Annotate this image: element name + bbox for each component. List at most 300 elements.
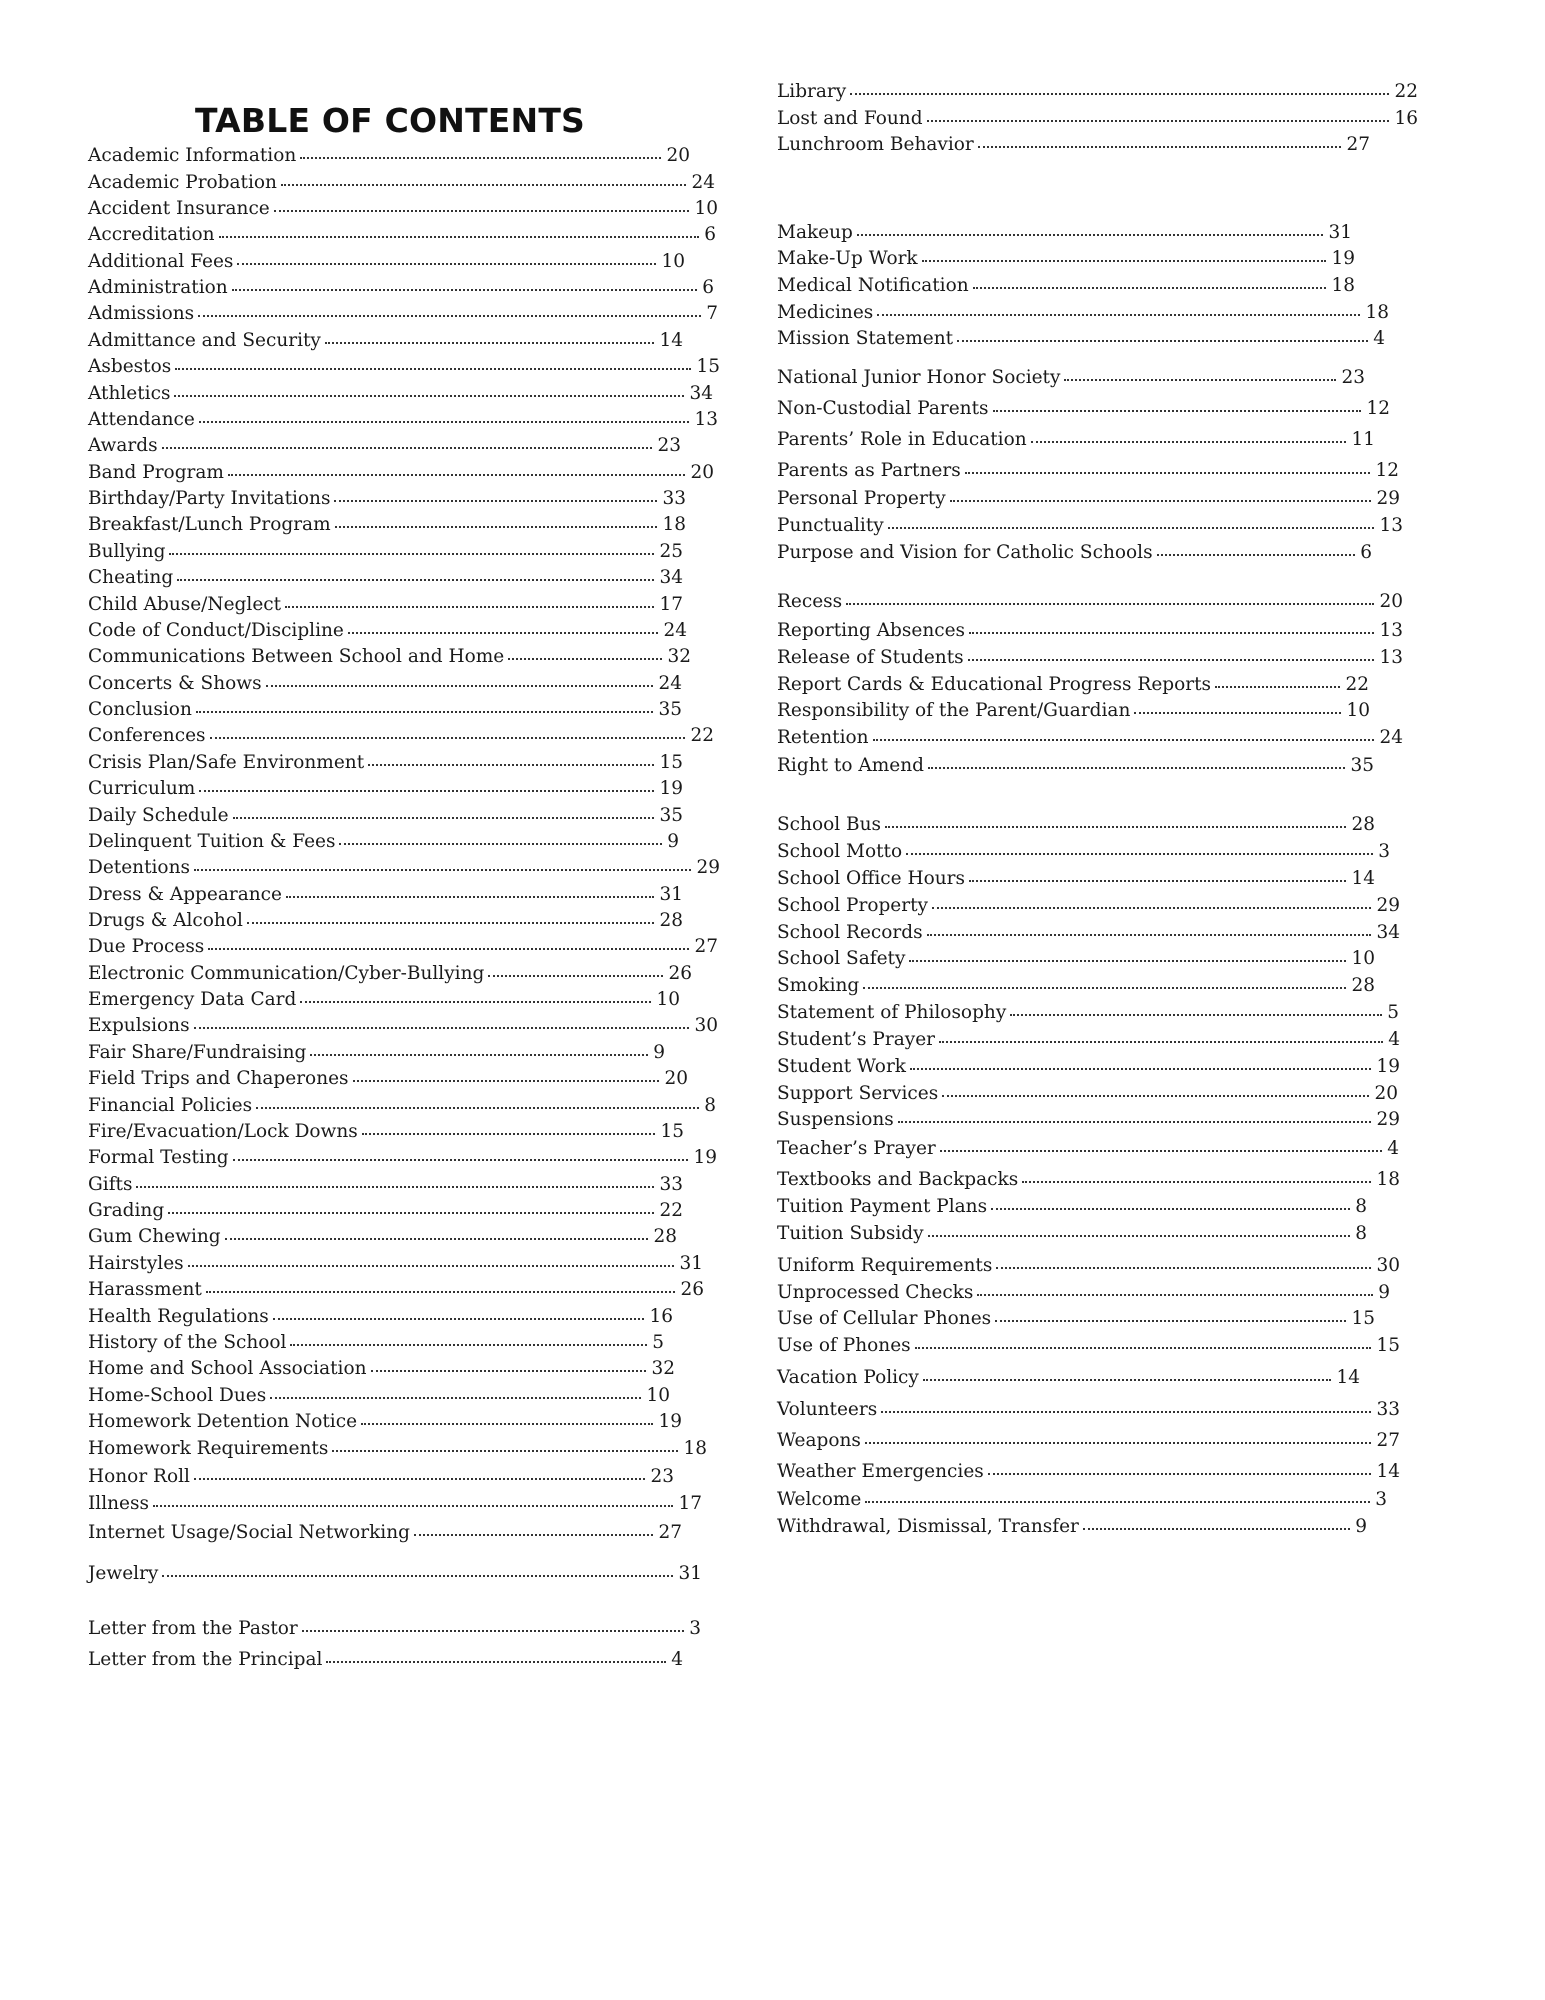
toc-entry-page-number: 24 [658, 673, 682, 694]
toc-entry-page-number: 30 [694, 1015, 718, 1036]
dot-leader [977, 1290, 1373, 1296]
toc-entry-admissions [88, 302, 718, 326]
toc-entry-home-and-school-association [88, 1357, 675, 1381]
toc-entry-page-number: 5 [1387, 1002, 1399, 1023]
dot-leader [136, 1182, 654, 1188]
toc-entry-page-number: 15 [1351, 1308, 1375, 1329]
dot-leader [968, 655, 1375, 661]
dot-leader [153, 1501, 673, 1507]
toc-entry-page-number: 15 [659, 752, 683, 773]
toc-entry-page-number: 20 [1379, 591, 1403, 612]
toc-entry-homework-requirements [88, 1437, 707, 1461]
toc-entry-accreditation [88, 223, 716, 247]
dot-leader [233, 813, 655, 819]
toc-entry-due-process [88, 935, 718, 959]
toc-entry-academic-probation [88, 171, 715, 195]
dot-leader [326, 1657, 666, 1663]
toc-entry-recess [777, 590, 1403, 614]
toc-entry-page-number: 17 [678, 1493, 702, 1514]
toc-entry-label: Emergency Data Card [88, 989, 297, 1010]
toc-entry-label: Letter from the Pastor [88, 1618, 298, 1639]
dot-leader [957, 336, 1368, 342]
dot-leader [361, 1419, 653, 1425]
dot-leader [270, 1393, 641, 1399]
dot-leader [888, 523, 1375, 529]
dot-leader [353, 1076, 660, 1082]
toc-entry-page-number: 29 [1376, 895, 1400, 916]
toc-entry-label: Health Regulations [88, 1306, 269, 1327]
toc-entry-makeup [777, 221, 1352, 245]
toc-entry-page-number: 13 [1379, 620, 1403, 641]
dot-leader [302, 1626, 684, 1632]
toc-entry-page-number: 22 [1394, 81, 1418, 102]
toc-entry-page-number: 22 [659, 1200, 683, 1221]
toc-entry-birthday-party-invitations [88, 487, 686, 511]
toc-entry-financial-policies [88, 1094, 716, 1118]
dot-leader [865, 1438, 1372, 1444]
toc-entry-label: Asbestos [88, 356, 172, 377]
dot-leader [488, 971, 663, 977]
toc-entry-label: Dress & Appearance [88, 884, 282, 905]
toc-entry-library [777, 80, 1418, 104]
toc-entry-additional-fees [88, 250, 685, 274]
toc-entry-label: Academic Information [88, 145, 297, 166]
toc-entry-school-motto [777, 840, 1390, 864]
toc-entry-page-number: 29 [1376, 488, 1400, 509]
toc-entry-page-number: 10 [694, 198, 718, 219]
toc-entry-page-number: 9 [1378, 1282, 1390, 1303]
dot-leader [932, 903, 1371, 909]
toc-entry-page-number: 7 [706, 303, 718, 324]
toc-entry-label: Academic Probation [88, 172, 277, 193]
dot-leader [1134, 708, 1341, 714]
toc-entry-purpose-and-vision-for-catholic-schools [777, 541, 1372, 565]
toc-entry-label: Daily Schedule [88, 805, 229, 826]
toc-entry-page-number: 15 [696, 356, 720, 377]
toc-entry-label: Gifts [88, 1174, 133, 1195]
toc-entry-label: Personal Property [777, 488, 946, 509]
toc-entry-label: Formal Testing [88, 1147, 229, 1168]
toc-entry-administration [88, 276, 714, 300]
dot-leader [371, 1366, 647, 1372]
toc-entry-history-of-the-school [88, 1331, 664, 1355]
toc-entry-label: School Bus [777, 814, 882, 835]
toc-entry-weapons [777, 1429, 1400, 1453]
dot-leader [177, 575, 654, 581]
toc-entry-right-to-amend [777, 754, 1374, 778]
toc-entry-label: Internet Usage/Social Networking [88, 1522, 410, 1543]
toc-entry-page-number: 23 [1341, 367, 1365, 388]
toc-entry-label: Admittance and Security [88, 330, 321, 351]
toc-entry-student-s-prayer [777, 1028, 1400, 1052]
toc-entry-page-number: 24 [663, 620, 687, 641]
toc-entry-textbooks-and-backpacks [777, 1168, 1400, 1192]
toc-entry-page-number: 10 [661, 251, 685, 272]
toc-entry-conclusion [88, 698, 682, 722]
dot-leader [922, 256, 1327, 262]
toc-entry-page-number: 20 [690, 462, 714, 483]
dot-leader [1010, 1010, 1382, 1016]
dot-leader [348, 628, 659, 634]
toc-entry-label: Electronic Communication/Cyber-Bullying [88, 963, 485, 984]
toc-entry-emergency-data-card [88, 988, 680, 1012]
toc-entry-medicines [777, 301, 1389, 325]
toc-entry-label: Non-Custodial Parents [777, 398, 989, 419]
toc-entry-page-number: 33 [662, 488, 686, 509]
dot-leader [877, 310, 1360, 316]
toc-entry-conferences [88, 724, 714, 748]
toc-entry-label: Fair Share/Fundraising [88, 1042, 307, 1063]
toc-entry-label: Curriculum [88, 778, 196, 799]
dot-leader [233, 1155, 689, 1161]
toc-entry-label: Recess [777, 591, 843, 612]
toc-entry-label: Admissions [88, 303, 195, 324]
dot-leader [199, 417, 690, 423]
dot-leader [927, 116, 1390, 122]
toc-entry-page-number: 20 [666, 145, 690, 166]
toc-entry-label: School Motto [777, 841, 903, 862]
toc-entry-label: School Office Hours [777, 868, 965, 889]
toc-entry-page-number: 28 [653, 1226, 677, 1247]
dot-leader [898, 1117, 1372, 1123]
dot-leader [1064, 375, 1336, 381]
dot-leader [865, 1497, 1370, 1503]
dot-leader [188, 1261, 675, 1267]
toc-entry-child-abuse-neglect [88, 593, 683, 617]
toc-entry-label: Crisis Plan/Safe Environment [88, 752, 365, 773]
toc-entry-page-number: 14 [1376, 1461, 1400, 1482]
toc-entry-label: Use of Phones [777, 1335, 911, 1356]
toc-entry-label: Communications Between School and Home [88, 646, 505, 667]
toc-entry-page-number: 23 [657, 435, 681, 456]
toc-entry-hairstyles [88, 1252, 703, 1276]
toc-entry-illness [88, 1492, 702, 1516]
toc-entry-volunteers [777, 1398, 1400, 1422]
toc-entry-page-number: 6 [704, 224, 716, 245]
toc-entry-label: Reporting Absences [777, 620, 966, 641]
toc-entry-school-records [777, 921, 1400, 945]
toc-entry-communications-between-school-and-home [88, 645, 691, 669]
toc-entry-grading [88, 1199, 683, 1223]
toc-entry-label: History of the School [88, 1332, 287, 1353]
toc-entry-page-number: 4 [671, 1649, 683, 1670]
toc-entry-page-number: 18 [683, 1438, 707, 1459]
toc-entry-label: Concerts & Shows [88, 673, 262, 694]
toc-entry-drugs-alcohol [88, 909, 683, 933]
dot-leader [1031, 437, 1347, 443]
toc-entry-label: Illness [88, 1493, 149, 1514]
toc-entry-label: Accident Insurance [88, 198, 270, 219]
toc-entry-label: Home and School Association [88, 1358, 367, 1379]
toc-entry-fair-share-fundraising [88, 1041, 665, 1065]
toc-entry-page-number: 8 [1355, 1223, 1367, 1244]
toc-entry-uniform-requirements [777, 1254, 1400, 1278]
dot-leader [969, 628, 1374, 634]
toc-entry-label: Right to Amend [777, 755, 924, 776]
toc-entry-page-number: 9 [667, 831, 679, 852]
dot-leader [850, 89, 1389, 95]
toc-entry-page-number: 20 [664, 1068, 688, 1089]
toc-entry-label: Release of Students [777, 647, 964, 668]
toc-entry-page-number: 10 [646, 1385, 670, 1406]
toc-entry-label: Tuition Payment Plans [777, 1196, 988, 1217]
toc-entry-label: Lunchroom Behavior [777, 134, 974, 155]
toc-entry-label: Parents as Partners [777, 460, 961, 481]
toc-entry-page-number: 16 [649, 1306, 673, 1327]
toc-entry-label: Unprocessed Checks [777, 1282, 974, 1303]
dot-leader [995, 1316, 1346, 1322]
dot-leader [219, 232, 700, 238]
dot-leader [978, 142, 1342, 148]
toc-entry-school-bus [777, 813, 1375, 837]
dot-leader [256, 1103, 699, 1109]
toc-entry-page-number: 30 [1376, 1255, 1400, 1276]
toc-entry-page-number: 8 [704, 1095, 716, 1116]
dot-leader [1215, 682, 1340, 688]
toc-entry-support-services [777, 1082, 1398, 1106]
toc-entry-label: Homework Detention Notice [88, 1411, 358, 1432]
toc-entry-label: Field Trips and Chaperones [88, 1068, 349, 1089]
toc-entry-label: Additional Fees [88, 251, 234, 272]
toc-entry-label: Hairstyles [88, 1253, 184, 1274]
dot-leader [942, 1091, 1369, 1097]
dot-leader [335, 522, 658, 528]
dot-leader [175, 364, 691, 370]
toc-entry-label: Weapons [777, 1430, 861, 1451]
toc-entry-page-number: 3 [689, 1618, 701, 1639]
toc-entry-label: Textbooks and Backpacks [777, 1169, 1019, 1190]
toc-entry-medical-notification [777, 274, 1355, 298]
toc-entry-daily-schedule [88, 804, 683, 828]
dot-leader [885, 822, 1346, 828]
toc-entry-page-number: 31 [1328, 222, 1352, 243]
toc-entry-school-office-hours [777, 867, 1375, 891]
toc-entry-page-number: 19 [693, 1147, 717, 1168]
dot-leader [210, 733, 686, 739]
toc-entry-label: Code of Conduct/Discipline [88, 620, 344, 641]
toc-entry-page-number: 15 [1376, 1335, 1400, 1356]
toc-entry-page-number: 25 [659, 541, 683, 562]
toc-entry-delinquent-tuition-fees [88, 830, 679, 854]
toc-entry-page-number: 34 [1376, 922, 1400, 943]
dot-leader [508, 654, 662, 660]
toc-entry-label: Child Abuse/Neglect [88, 594, 282, 615]
toc-entry-health-regulations [88, 1305, 673, 1329]
toc-entry-label: Expulsions [88, 1015, 190, 1036]
toc-entry-page-number: 6 [1360, 542, 1372, 563]
toc-entry-page-number: 24 [691, 172, 715, 193]
dot-leader [162, 443, 653, 449]
toc-entry-page-number: 17 [659, 594, 683, 615]
dot-leader [274, 206, 690, 212]
toc-entry-internet-usage-social-networking [88, 1521, 682, 1545]
toc-entry-accident-insurance [88, 197, 718, 221]
toc-entry-label: Harassment [88, 1279, 202, 1300]
toc-entry-field-trips-and-chaperones [88, 1067, 688, 1091]
toc-entry-label: Student Work [777, 1056, 906, 1077]
toc-entry-page-number: 33 [1376, 1399, 1400, 1420]
toc-entry-breakfast-lunch-program [88, 513, 686, 537]
dot-leader [414, 1530, 654, 1536]
dot-leader [194, 1023, 690, 1029]
toc-entry-label: Cheating [88, 567, 174, 588]
toc-entry-statement-of-philosophy [777, 1001, 1399, 1025]
dot-leader [940, 1146, 1382, 1152]
dot-leader [969, 876, 1346, 882]
toc-entry-page-number: 3 [1375, 1489, 1387, 1510]
toc-entry-page-number: 14 [659, 330, 683, 351]
toc-entry-home-school-dues [88, 1384, 670, 1408]
toc-entry-page-number: 24 [1379, 727, 1403, 748]
dot-leader [300, 997, 651, 1003]
toc-entry-page-number: 23 [650, 1466, 674, 1487]
dot-leader [196, 707, 654, 713]
dot-leader [281, 180, 687, 186]
toc-entry-page-number: 14 [1336, 1367, 1360, 1388]
toc-entry-label: Weather Emergencies [777, 1461, 984, 1482]
toc-entry-page-number: 16 [1394, 108, 1418, 129]
dot-leader [247, 918, 655, 924]
toc-entry-label: School Safety [777, 948, 906, 969]
toc-entry-page-number: 19 [659, 778, 683, 799]
dot-leader [225, 1234, 649, 1240]
dot-leader [206, 1287, 676, 1293]
toc-entry-national-junior-honor-society [777, 366, 1365, 390]
toc-entry-label: Purpose and Vision for Catholic Schools [777, 542, 1153, 563]
dot-leader [310, 1050, 648, 1056]
toc-entry-page-number: 19 [658, 1411, 682, 1432]
toc-entry-label: National Junior Honor Society [777, 367, 1061, 388]
toc-entry-label: Bullying [88, 541, 166, 562]
toc-entry-page-number: 35 [659, 805, 683, 826]
toc-entry-page-number: 28 [659, 910, 683, 931]
toc-entry-report-cards-educational-progress-reports [777, 673, 1369, 697]
dot-leader [194, 1474, 646, 1480]
toc-entry-page-number: 9 [653, 1042, 665, 1063]
toc-entry-page-number: 26 [668, 963, 692, 984]
toc-entry-page-number: 27 [694, 936, 718, 957]
toc-entry-personal-property [777, 487, 1400, 511]
toc-entry-page-number: 3 [1378, 841, 1390, 862]
toc-entry-label: Honor Roll [88, 1466, 190, 1487]
toc-entry-make-up-work [777, 247, 1355, 271]
dot-leader [325, 338, 655, 344]
dot-leader [1022, 1177, 1371, 1183]
toc-entry-label: Uniform Requirements [777, 1255, 993, 1276]
toc-entry-page-number: 15 [660, 1121, 684, 1142]
toc-entry-label: Home-School Dues [88, 1385, 267, 1406]
dot-leader [208, 944, 689, 950]
dot-leader [368, 760, 654, 766]
dot-leader [988, 1469, 1372, 1475]
toc-entry-page-number: 35 [1350, 755, 1374, 776]
dot-leader [300, 153, 661, 159]
toc-entry-page-number: 13 [694, 409, 718, 430]
toc-entry-crisis-plan-safe-environment [88, 751, 683, 775]
dot-leader [846, 599, 1374, 605]
toc-entry-label: Responsibility of the Parent/Guardian [777, 700, 1131, 721]
toc-entry-label: Band Program [88, 462, 224, 483]
toc-entry-vacation-policy [777, 1366, 1360, 1390]
toc-entry-label: School Property [777, 895, 928, 916]
toc-entry-label: Makeup [777, 222, 853, 243]
toc-entry-label: Delinquent Tuition & Fees [88, 831, 336, 852]
toc-entry-tuition-subsidy [777, 1222, 1367, 1246]
toc-entry-school-property [777, 894, 1400, 918]
toc-entry-label: Grading [88, 1200, 165, 1221]
toc-entry-page-number: 31 [678, 1563, 702, 1584]
toc-entry-label: Breakfast/Lunch Program [88, 514, 331, 535]
toc-entry-label: Fire/Evacuation/Lock Downs [88, 1121, 358, 1142]
toc-entry-reporting-absences [777, 619, 1403, 643]
toc-entry-homework-detention-notice [88, 1410, 682, 1434]
dot-leader [923, 1375, 1332, 1381]
toc-entry-label: Welcome [777, 1489, 862, 1510]
dot-leader [232, 285, 698, 291]
toc-entry-page-number: 19 [1376, 1056, 1400, 1077]
toc-entry-page-number: 5 [652, 1332, 664, 1353]
toc-entry-formal-testing [88, 1146, 717, 1170]
dot-leader [198, 311, 701, 317]
toc-entry-page-number: 4 [1388, 1029, 1400, 1050]
dot-leader [332, 1446, 678, 1452]
page-title: TABLE OF CONTENTS [195, 101, 586, 140]
toc-entry-page-number: 18 [662, 514, 686, 535]
dot-leader [950, 496, 1372, 502]
toc-entry-label: Conferences [88, 725, 206, 746]
dot-leader [237, 259, 656, 265]
toc-entry-page-number: 19 [1331, 248, 1355, 269]
toc-entry-use-of-cellular-phones [777, 1307, 1375, 1331]
toc-entry-label: Make-Up Work [777, 248, 918, 269]
toc-entry-page-number: 8 [1355, 1196, 1367, 1217]
toc-entry-page-number: 31 [659, 884, 683, 905]
toc-entry-label: Retention [777, 727, 869, 748]
toc-entry-page-number: 33 [659, 1174, 683, 1195]
toc-entry-label: Support Services [777, 1083, 939, 1104]
dot-leader [928, 1231, 1351, 1237]
toc-entry-label: Statement of Philosophy [777, 1002, 1007, 1023]
toc-entry-withdrawal-dismissal-transfer [777, 1515, 1367, 1539]
toc-entry-page-number: 10 [1346, 700, 1370, 721]
dot-leader [939, 1037, 1383, 1043]
toc-entry-code-of-conduct-discipline [88, 619, 687, 643]
dot-leader [334, 496, 657, 502]
dot-leader [857, 230, 1324, 236]
toc-entry-athletics [88, 382, 713, 406]
toc-entry-page-number: 4 [1373, 328, 1385, 349]
dot-leader [169, 549, 654, 555]
dot-leader [873, 735, 1375, 741]
toc-entry-page-number: 34 [689, 383, 713, 404]
toc-entry-page-number: 27 [1376, 1430, 1400, 1451]
toc-entry-parents-role-in-education [777, 428, 1375, 452]
dot-leader [174, 391, 684, 397]
dot-leader [285, 602, 654, 608]
toc-entry-page-number: 6 [702, 277, 714, 298]
toc-entry-label: Letter from the Principal [88, 1649, 323, 1670]
toc-entry-label: Withdrawal, Dismissal, Transfer [777, 1516, 1079, 1537]
dot-leader [199, 786, 654, 792]
toc-entry-curriculum [88, 777, 683, 801]
toc-entry-awards [88, 434, 681, 458]
toc-entry-letter-from-the-pastor [88, 1617, 701, 1641]
toc-entry-label: Conclusion [88, 699, 192, 720]
toc-entry-responsibility-of-the-parent-guardian [777, 699, 1370, 723]
toc-entry-label: School Records [777, 922, 923, 943]
toc-entry-page-number: 13 [1379, 515, 1403, 536]
toc-entry-detentions [88, 856, 720, 880]
